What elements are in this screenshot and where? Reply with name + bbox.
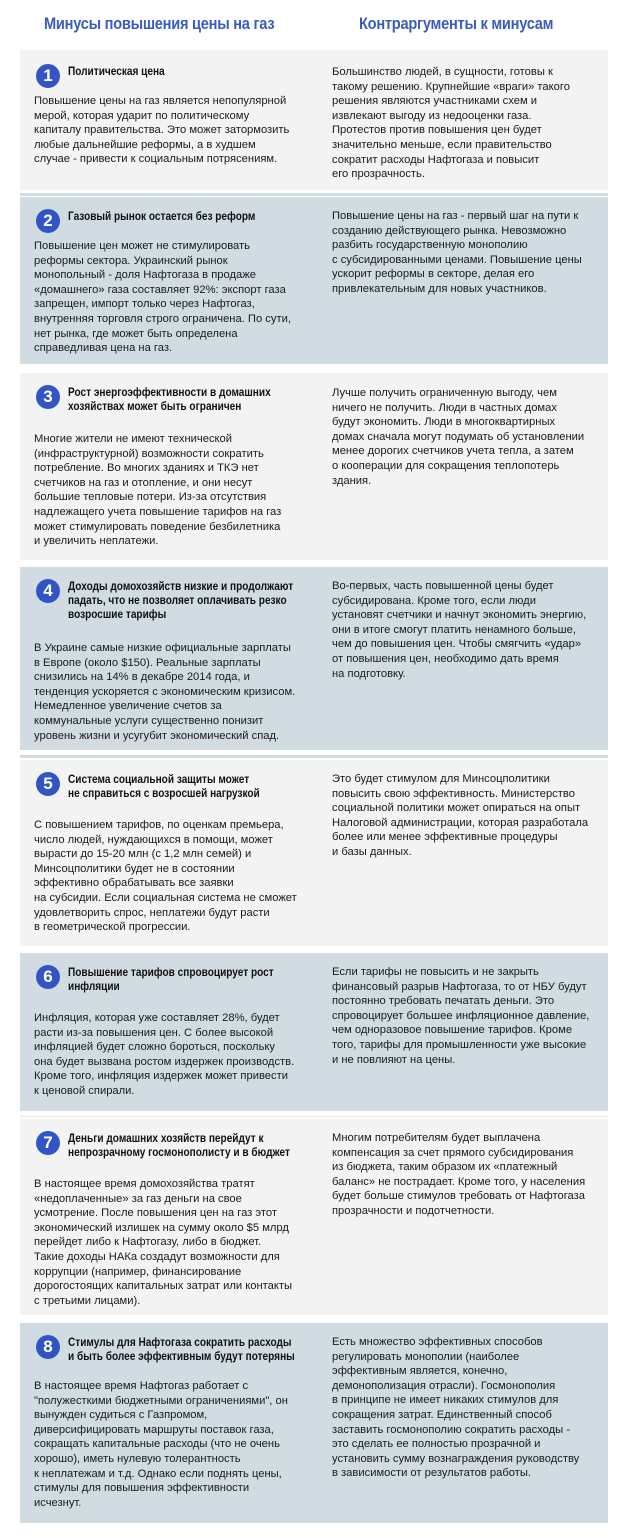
divider: [20, 755, 608, 758]
argument-row-8: [20, 1323, 608, 1523]
number-badge-icon: 2: [36, 209, 60, 233]
minus-text: Инфляция, которая уже составляет 28%, будет расти из-за повышения цен. С более высокой инфляцией будет сложно бороться, поскольку она будет вызвана ростом издержек производств. Кроме того, инфляция издержек может привести к ценовой спирали.: [34, 1012, 295, 1097]
minus-title: Система социальной защиты может не справиться с возросшей нагрузкой: [68, 772, 260, 800]
counter-text: Повышение цены на газ - первый шаг на пути к созданию действующего рынка. Невозможно разбить государственную монополию с субсидированными ценами. Повышение цены ускорит реформы в секторе, делая его привлекательным для новых участников.: [332, 210, 582, 295]
argument-row-3: [20, 373, 608, 560]
argument-row-1: [20, 50, 608, 190]
minus-title: Доходы домохозяйств низкие и продолжают падать, что не позволяет оплачивать резко возросшие тарифы: [68, 579, 294, 621]
minus-text: Повышение цен может не стимулировать реформы сектора. Украинский рынок монопольный - доля Нафтогаза в продаже «домашнего» газа составляет 92%: экспорт газа запрещен, импорт только через Нафтогаз, внутренняя торговля строго ограничена. По сути, нет рынка, где может быть определена справедливая цена на газ.: [34, 240, 291, 355]
counter-text: Есть множество эффективных способов регулировать монополии (наиболее эффективным является, конечно, демонополизация отрасли). Госмонополия в принципе не имеет никаких стимулов для сокращения затрат. Единственный способ заставить госмонополию сократить расходы - это сделать ее полностью прозрачной и установить сумму вознаграждения руководству в зависимости от результатов работы.: [332, 1336, 580, 1480]
counter-text: Во-первых, часть повышенной цены будет субсидирована. Кроме того, если люди установят счетчики и начнут экономить энергию, они в итоге смогут платить ненамного больше, чем до повышения цен. Чтобы смягчить «удар» от повышения цен, необходимо дать время на подготовку.: [332, 580, 587, 680]
number-badge-icon: 7: [36, 1131, 60, 1155]
counter-text: Многим потребителям будет выплачена компенсация за счет прямого субсидирования из бюджета, таким образом их «платежный баланс» не пострадает. Кроме того, у населения будет больше стимулов требовать от Нафтогаза прозрачности и подотчетности.: [332, 1132, 586, 1217]
counter-text: Если тарифы не повысить и не закрыть финансовый разрыв Нафтогаза, то от НБУ будут постоянно требовать печатать деньги. Это спровоцирует большее инфляционное давление, чем одноразовое повышение тарифов. Кроме того, тарифы для промышленности уже высокие и не повлияют на цены.: [332, 966, 590, 1066]
number-badge-icon: 6: [36, 965, 60, 989]
number-badge-icon: 1: [36, 64, 60, 88]
argument-row-5: [20, 760, 608, 946]
minus-title: Стимулы для Нафтогаза сократить расходы и быть более эффективным будут потеряны: [68, 1335, 295, 1363]
counter-column-title: Контраргументы к минусам: [359, 14, 554, 33]
minus-text: Повышение цены на газ является непопулярной мерой, которая ударит по политическому капиталу правительства. Это может затормозить любые дальнейшие реформы, а в худшем случае - привести к социальным потрясениям.: [34, 95, 290, 166]
counter-text: Большинство людей, в сущности, готовы к такому решению. Крупнейшие «враги» такого решения являются участниками схем и извлекают выгоду из недооценки газа. Протестов против повышения цен будет значительно меньше, если правительство сократит расходы Нафтогаза и повысит его прозрачность.: [332, 66, 570, 181]
minus-title: Политическая цена: [68, 64, 165, 78]
divider: [20, 1115, 608, 1118]
minus-text: В настоящее время домохозяйства тратят «недоплаченные» за газ деньги на свое усмотрение. После повышения цен на газ этот экономический излишек на сумму около $5 млрд перейдет либо к Нафтогазу, либо в бюджет. Такие доходы НАКа создадут возможности для коррупции (например, финансирование дорогостоящих капитальных затрат или контакты с третьими лицами).: [34, 1178, 293, 1307]
minus-text: Многие жители не имеют технической (инфраструктурной) возможности сократить потребление. Во многих зданиях и ТКЭ нет счетчиков на газ и отопление, и они несут большие тепловые потери. Из-за отсутствия надлежащего учета повышение тарифов на газ может стимулировать поведение безбилетника и увеличить неплатежи.: [34, 433, 282, 548]
minus-column-title: Минусы повышения цены на газ: [44, 14, 275, 33]
number-badge-icon: 5: [36, 772, 60, 796]
number-badge-icon: 3: [36, 385, 60, 409]
counter-text: Лучше получить ограниченную выгоду, чем ничего не получить. Люди в частных домах будут экономить. Люди в многоквартирных домах сначала могут подумать об установлении менее дорогих счетчиков учета тепла, а затем о кооперации для сокращения теплопотерь здания.: [332, 387, 585, 487]
minus-title: Повышение тарифов спровоцирует рост инфляции: [68, 965, 274, 993]
number-badge-icon: 4: [36, 579, 60, 603]
column-headers: [0, 14, 630, 44]
minus-text: В Украине самые низкие официальные зарплаты в Европе (около $150). Реальные зарплаты снизились на 14% в декабре 2014 года, и тенденция ускоряется с экономическим кризисом. Немедленное увеличение счетов за коммунальные услуги существенно понизит уровень жизни и усугубит экономический спад.: [34, 642, 296, 742]
argument-row-6: [20, 953, 608, 1111]
minus-title: Газовый рынок остается без реформ: [68, 209, 256, 223]
counter-text: Это будет стимулом для Минсоцполитики повысить свою эффективность. Министерство социальной политики может опираться на опыт Налоговой администрации, которая разработала более или менее эффективные процедуры и базы данных.: [332, 773, 589, 858]
number-badge-icon: 8: [36, 1335, 60, 1359]
argument-row-2: [20, 197, 608, 364]
argument-row-7: [20, 1119, 608, 1315]
minus-title: Деньги домашних хозяйств перейдут к непрозрачному госмонополисту и в бюджет: [68, 1131, 290, 1159]
argument-row-4: [20, 567, 608, 750]
divider: [20, 193, 608, 196]
minus-title: Рост энергоэффективности в домашних хозяйствах может быть ограничен: [68, 385, 271, 413]
minus-text: В настоящее время Нафтогаз работает с "полужесткими бюджетными ограничениями", он вынужден судиться с Газпромом, диверсифицировать маршруты поставок газа, сокращать капитальные расходы (что не очень хорошо), иметь нулевую толерантность к неплатежам и т.д. Однако если поднять цены, стимулы для повышения эффективности исчезнут.: [34, 1380, 288, 1509]
minus-text: С повышением тарифов, по оценкам премьера, число людей, нуждающихся в помощи, может вырасти до 15-20 млн (с 1,2 млн семей) и Минсоцполитики будет не в состоянии эффективно обрабатывать все заявки на субсидии. Если социальная система не сможет удовлетворить спрос, неплатежи будут расти в геометрической прогрессии.: [34, 819, 297, 934]
